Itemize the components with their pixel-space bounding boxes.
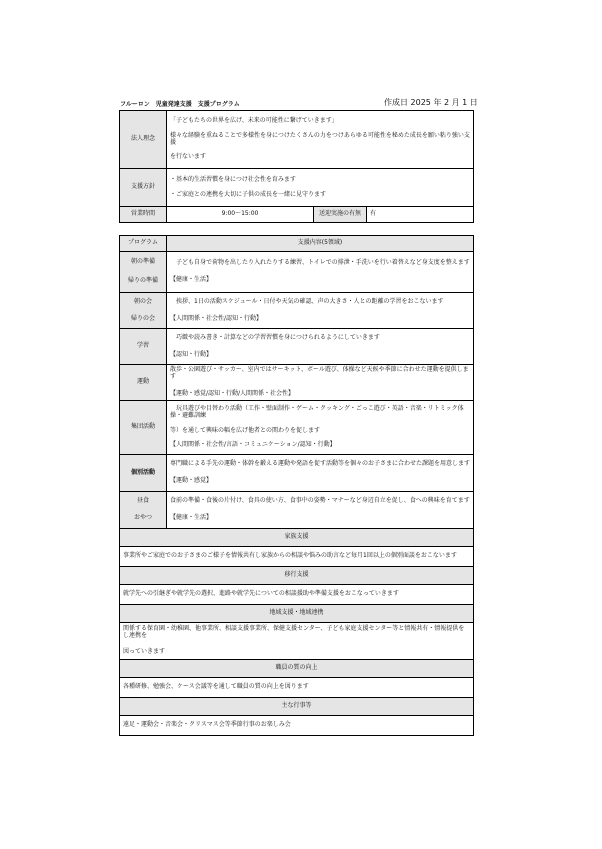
section-content	[120, 678, 474, 698]
philosophy-line: 様々な経験を重ねることで多様性を身につけたくさんの力をつけあらゆる可能性を秘めた成長を願い粘り強い支援	[170, 131, 470, 146]
section-line: 遠足・運動会・音楽会・クリスマス会等季節行事のお楽しみ会	[123, 721, 291, 729]
policy-content	[167, 169, 474, 207]
program-label-line: 学習	[136, 342, 149, 350]
section-title: 職員の質の向上	[120, 660, 474, 678]
section-line: 図っていきます	[123, 648, 166, 656]
section-content-row	[120, 678, 474, 698]
program-label	[120, 455, 167, 492]
program-content-line: 【認知・行動】	[170, 350, 213, 358]
program-label-line: 帰りの会	[130, 314, 155, 322]
program-content-line: 挨拶、1日の活動スケジュール・日付や天気の確認、声の大きさ・人との距離の学習をおこないます	[170, 297, 444, 305]
policy-label: 支援方針	[120, 169, 167, 207]
program-content	[167, 401, 474, 455]
section-line: 各種研修、勉強会、ケース会議等を通して職員の質の向上を図ります	[123, 683, 309, 691]
philosophy-label: 法人理念	[120, 111, 167, 169]
hours-value: 9:00～15:00	[167, 207, 314, 223]
content-column-header: 支援内容(5領域)	[167, 236, 474, 252]
info-table	[119, 110, 474, 223]
program-content-line: 子ども自身で荷物を出したり入れたりする練習、トイレでの排泄・手洗いを行い着替えなど身支度を整えます	[170, 259, 470, 267]
section-header-row	[120, 567, 474, 585]
section-content-row	[120, 585, 474, 605]
program-label	[120, 252, 167, 293]
creation-date: 作成日 2025 年 2 月 1 日	[384, 98, 478, 107]
policy-line: ・基本的生活習慣を身につけ社会性を育みます	[170, 175, 296, 183]
program-content-line: 巧緻や読み書き・計算などの学習習慣を身につけられるようにしていきます	[170, 333, 380, 341]
program-label-line: 帰りの準備	[127, 277, 158, 284]
section-line: 関係する保育園・幼稚園、他事業所、相談支援事業所、保健支援センター、子ども家庭支援センター等と情報共有・情報提供をし連携を	[123, 624, 465, 639]
policy-line: ・ご家庭との連携を大切に子供の成長を一緒に見守ります	[170, 190, 327, 198]
program-content	[167, 252, 474, 293]
program-label-line: おやつ	[133, 514, 152, 521]
transport-label: 送迎実施の有無	[314, 207, 367, 223]
program-label-line: 運動	[136, 378, 149, 386]
philosophy-line: 「子どもたちの世界を広げ、未来の可能性に繋げていきます」	[170, 116, 338, 124]
program-label	[120, 492, 167, 529]
program-row	[120, 492, 474, 529]
section-content-row	[120, 716, 474, 736]
section-title: 家族支援	[120, 529, 474, 547]
program-content-line: 【人間関係・社会性/認知・行動】	[170, 314, 263, 322]
program-label	[120, 401, 167, 455]
program-content	[167, 329, 474, 365]
program-header-row	[120, 236, 474, 252]
program-content-line: 散歩・公園遊び・サッカー、室内ではサーキット、ボール遊び、体操など天候や季節に合わせた運動を提供します	[170, 366, 469, 381]
program-label	[120, 365, 167, 401]
program-row	[120, 365, 474, 401]
section-title: 地域支援・地域連携	[120, 605, 474, 623]
section-header-row	[120, 698, 474, 716]
section-content	[120, 716, 474, 736]
section-content-row	[120, 623, 474, 660]
hours-label: 営業時間	[120, 207, 167, 223]
program-row	[120, 293, 474, 329]
program-row	[120, 329, 474, 365]
program-label-line: 集団活動	[130, 423, 155, 431]
program-row	[120, 401, 474, 455]
program-label-line: 個別活動	[130, 468, 155, 476]
section-title: 主な行事等	[120, 698, 474, 716]
program-label	[120, 293, 167, 329]
program-content-line: 等）を通して興味の幅を広げ他者との関わりを促します	[170, 426, 321, 434]
program-content-line: 【健康・生活】	[170, 514, 213, 521]
transport-value: 有	[367, 207, 474, 223]
program-content	[167, 492, 474, 529]
philosophy-content	[167, 111, 474, 169]
program-content-line: 【運動・感覚】	[170, 477, 213, 484]
program-label-line: 昼食	[136, 497, 149, 505]
section-content	[120, 623, 474, 660]
hours-row	[120, 207, 474, 223]
section-header-row	[120, 660, 474, 678]
program-content-line: 玩具遊びや目替わり活動（工作・壁面制作・ゲーム・クッキング・ごっこ遊び・英語・音楽・リトミック体操・避難訓練	[170, 404, 464, 419]
policy-row	[120, 169, 474, 207]
philosophy-line: を行ないます	[170, 153, 207, 161]
section-content	[120, 585, 474, 605]
program-content	[167, 365, 474, 401]
program-content	[167, 293, 474, 329]
section-header-row	[120, 529, 474, 547]
section-line: 就学先への引継ぎや就学先の選択、進路や就学先についての相談援助や準備支援をおこなっていきます	[123, 590, 399, 598]
program-label-line: 朝の準備	[130, 258, 155, 266]
program-column-header: プログラム	[120, 236, 167, 252]
program-table	[119, 235, 474, 736]
section-content-row	[120, 547, 474, 567]
program-label-line: 朝の会	[133, 297, 152, 305]
program-content-line: 【運動・感覚/認知・行動/人間関係・社会性】	[170, 389, 295, 397]
document-title: フルーロン 児童発達支援 支援プログラム	[120, 101, 240, 108]
program-content-line: 食前の準備・食後の片付け、食具の使い方、食事中の姿勢・マナーなど身辺自立を促し、食への興味を育てます	[170, 497, 470, 505]
section-title: 移行支援	[120, 567, 474, 585]
program-content-line: 【人間関係・社会性/言語・コミュニケーション/認知・行動】	[170, 441, 336, 449]
program-label	[120, 329, 167, 365]
section-line: 事業所やご家庭でのお子さまのご様子を情報共有し家族からの相談や悩みの助言など毎月1回以上の個別面談をおこないます	[123, 552, 457, 560]
program-content-line: 専門職による手先の運動・体幹を鍛える運動や発語を促す活動等を個々のお子さまに合わせた課題を用意します	[170, 460, 471, 468]
program-row	[120, 455, 474, 492]
program-content-line: 【健康・生活】	[170, 276, 213, 283]
philosophy-row	[120, 111, 474, 169]
program-row	[120, 252, 474, 293]
section-header-row	[120, 605, 474, 623]
section-content	[120, 547, 474, 567]
program-content	[167, 455, 474, 492]
